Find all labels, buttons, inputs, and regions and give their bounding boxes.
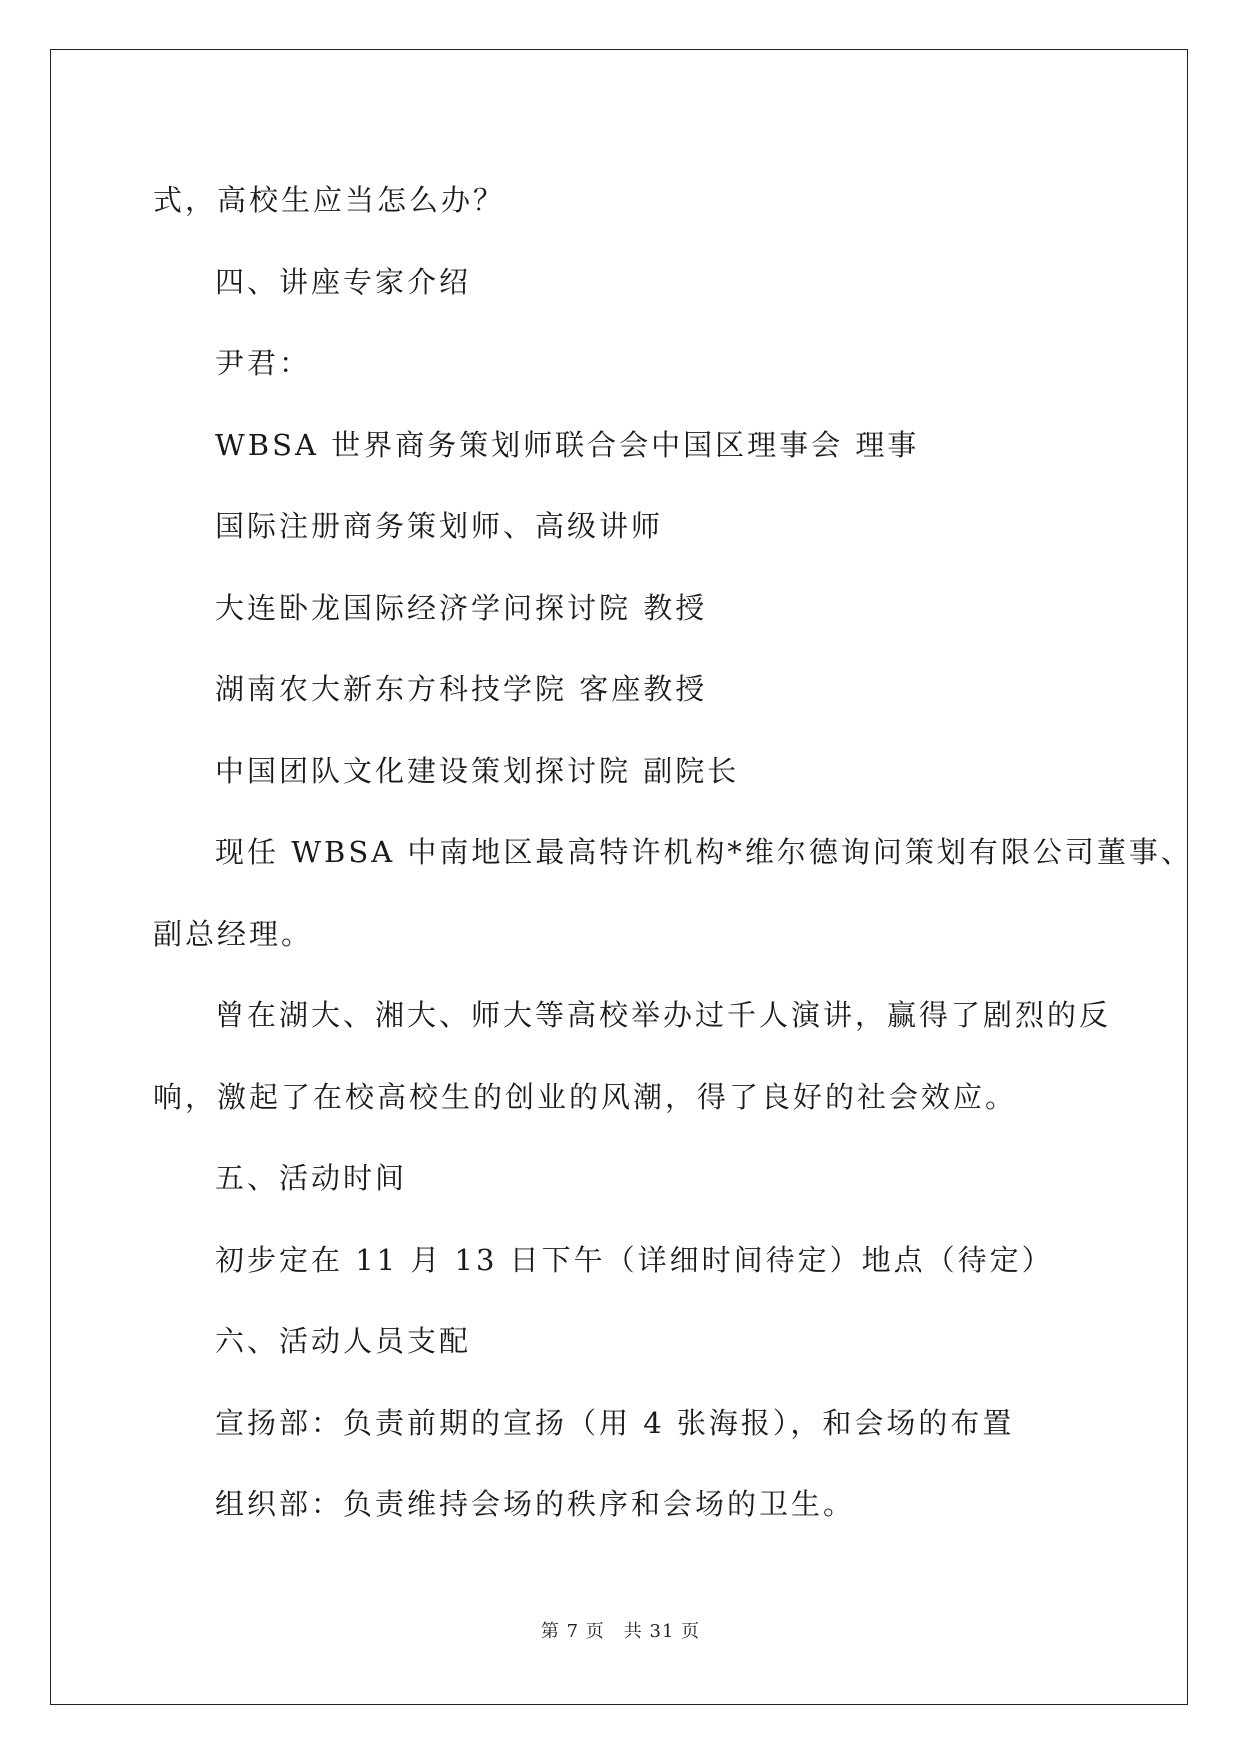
speaker-title: 国际注册商务策划师、高级讲师 <box>215 509 664 543</box>
speaker-title: WBSA 世界商务策划师联合会中国区理事会 理事 <box>215 427 920 462</box>
paragraph: 现任 WBSA 中南地区最高特许机构*维尔德询问策划有限公司董事、 <box>215 835 1193 869</box>
section-heading-activity-time: 五、活动时间 <box>215 1161 408 1195</box>
paragraph: 响，激起了在校高校生的创业的风潮，得了良好的社会效应。 <box>153 1079 1018 1114</box>
paragraph: 宣扬部：负责前期的宣扬（用 4 张海报），和会场的布置 <box>215 1405 1015 1440</box>
paragraph: 副总经理。 <box>153 916 314 951</box>
section-heading-staff-arrangement: 六、活动人员支配 <box>215 1324 472 1358</box>
speaker-name: 尹君： <box>215 346 312 380</box>
paragraph: 曾在湖大、湘大、师大等高校举办过千人演讲，赢得了剧烈的反 <box>215 998 1112 1032</box>
document-body <box>153 160 1193 1546</box>
paragraph: 式，高校生应当怎么办？ <box>153 183 506 217</box>
section-heading-speaker-intro: 四、讲座专家介绍 <box>215 264 472 299</box>
paragraph: 初步定在 11 月 13 日下午（详细时间待定）地点（待定） <box>215 1242 1054 1277</box>
speaker-title: 中国团队文化建设策划探讨院 副院长 <box>215 753 740 788</box>
paragraph: 组织部：负责维持会场的秩序和会场的卫生。 <box>215 1487 856 1521</box>
page-number: 第 7 页 共 31 页 <box>540 1621 701 1642</box>
speaker-title: 大连卧龙国际经济学问探讨院 教授 <box>215 590 708 625</box>
speaker-title: 湖南农大新东方科技学院 客座教授 <box>215 672 708 706</box>
